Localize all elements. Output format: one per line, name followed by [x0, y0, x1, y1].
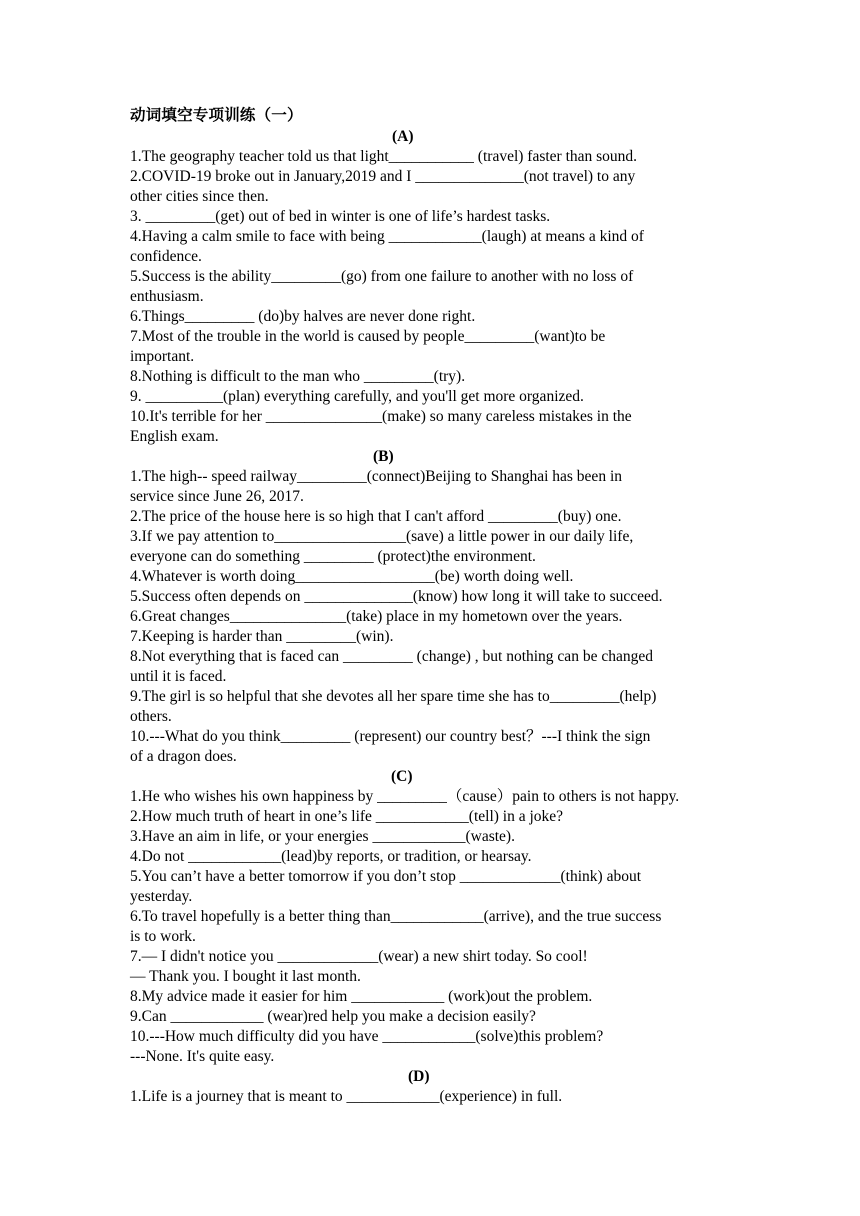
exercise-line: 5.You can’t have a better tomorrow if you don’t stop _____________(think) about: [130, 868, 642, 885]
exercise-line: enthusiasm.: [130, 288, 204, 305]
exercise-line: of a dragon does.: [130, 748, 237, 765]
exercise-line: 4.Whatever is worth doing__________________(be) worth doing well.: [130, 568, 574, 585]
exercise-line: 4.Having a calm smile to face with being ____________(laugh) at means a kind of: [130, 228, 644, 245]
section-b: [130, 447, 730, 767]
exercise-line: 9.Can ____________ (wear)red help you make a decision easily?: [130, 1008, 536, 1025]
exercise-line: ---None. It's quite easy.: [130, 1048, 275, 1065]
exercise-line: 8.Not everything that is faced can _________ (change) , but nothing can be changed: [130, 648, 653, 665]
exercise-line: is to work.: [130, 928, 196, 945]
exercise-line: 9. __________(plan) everything carefully, and you'll get more organized.: [130, 388, 584, 405]
exercise-line: 7.Keeping is harder than _________(win).: [130, 628, 394, 645]
exercise-line: 2.The price of the house here is so high that I can't afford _________(buy) one.: [130, 508, 622, 525]
exercise-line: 10.---What do you think_________ (represent) our country best？---I think the sign: [130, 728, 651, 745]
exercise-line: others.: [130, 708, 172, 725]
exercise-line: 10.It's terrible for her _______________(make) so many careless mistakes in the: [130, 408, 632, 425]
exercise-line: 1.The high-- speed railway_________(connect)Beijing to Shanghai has been in: [130, 468, 622, 485]
exercise-line: important.: [130, 348, 195, 365]
document-title: 动词填空专项训练（一）: [130, 106, 303, 124]
exercise-line: 10.---How much difficulty did you have ____________(solve)this problem?: [130, 1028, 604, 1045]
exercise-line: 1.The geography teacher told us that light___________ (travel) faster than sound.: [130, 148, 638, 165]
exercise-line: English exam.: [130, 428, 219, 445]
section-heading: (B): [373, 448, 394, 465]
exercise-line: 9.The girl is so helpful that she devotes all her spare time she has to_________(help): [130, 688, 657, 705]
exercise-line: 5.Success is the ability_________(go) from one failure to another with no loss of: [130, 268, 634, 285]
exercise-line: 2.COVID-19 broke out in January,2019 and I ______________(not travel) to any: [130, 168, 636, 185]
document-page: [130, 105, 730, 1107]
exercise-line: 6.To travel hopefully is a better thing than____________(arrive), and the true success: [130, 908, 662, 925]
exercise-line: confidence.: [130, 248, 202, 265]
section-a: [130, 127, 730, 447]
section-heading: (A): [392, 128, 414, 145]
section-d: [130, 1067, 730, 1107]
exercise-line: 8.My advice made it easier for him ____________ (work)out the problem.: [130, 988, 593, 1005]
exercise-line: until it is faced.: [130, 668, 227, 685]
exercise-line: 4.Do not ____________(lead)by reports, or tradition, or hearsay.: [130, 848, 532, 865]
exercise-line: 3.If we pay attention to_________________(save) a little power in our daily life,: [130, 528, 634, 545]
section-c: [130, 767, 730, 1067]
exercise-line: 8.Nothing is difficult to the man who _________(try).: [130, 368, 466, 385]
exercise-line: 7.— I didn't notice you _____________(wear) a new shirt today. So cool!: [130, 948, 588, 965]
exercise-line: 7.Most of the trouble in the world is caused by people_________(want)to be: [130, 328, 606, 345]
section-heading: (C): [391, 768, 413, 785]
exercise-line: 1.He who wishes his own happiness by _________（cause）pain to others is not happy.: [130, 788, 680, 805]
exercise-line: 6.Things_________ (do)by halves are never done right.: [130, 308, 476, 325]
exercise-line: 6.Great changes_______________(take) place in my hometown over the years.: [130, 608, 623, 625]
section-heading: (D): [408, 1068, 430, 1085]
exercise-line: service since June 26, 2017.: [130, 488, 304, 505]
exercise-line: 3.Have an aim in life, or your energies ____________(waste).: [130, 828, 515, 845]
exercise-line: 1.Life is a journey that is meant to ____________(experience) in full.: [130, 1088, 563, 1105]
exercise-line: everyone can do something _________ (protect)the environment.: [130, 548, 536, 565]
exercise-line: 2.How much truth of heart in one’s life ____________(tell) in a joke?: [130, 808, 564, 825]
exercise-line: — Thank you. I bought it last month.: [130, 968, 361, 985]
exercise-line: 3. _________(get) out of bed in winter is one of life’s hardest tasks.: [130, 208, 551, 225]
exercise-line: 5.Success often depends on ______________(know) how long it will take to succeed.: [130, 588, 663, 605]
exercise-line: other cities since then.: [130, 188, 269, 205]
exercise-line: yesterday.: [130, 888, 193, 905]
